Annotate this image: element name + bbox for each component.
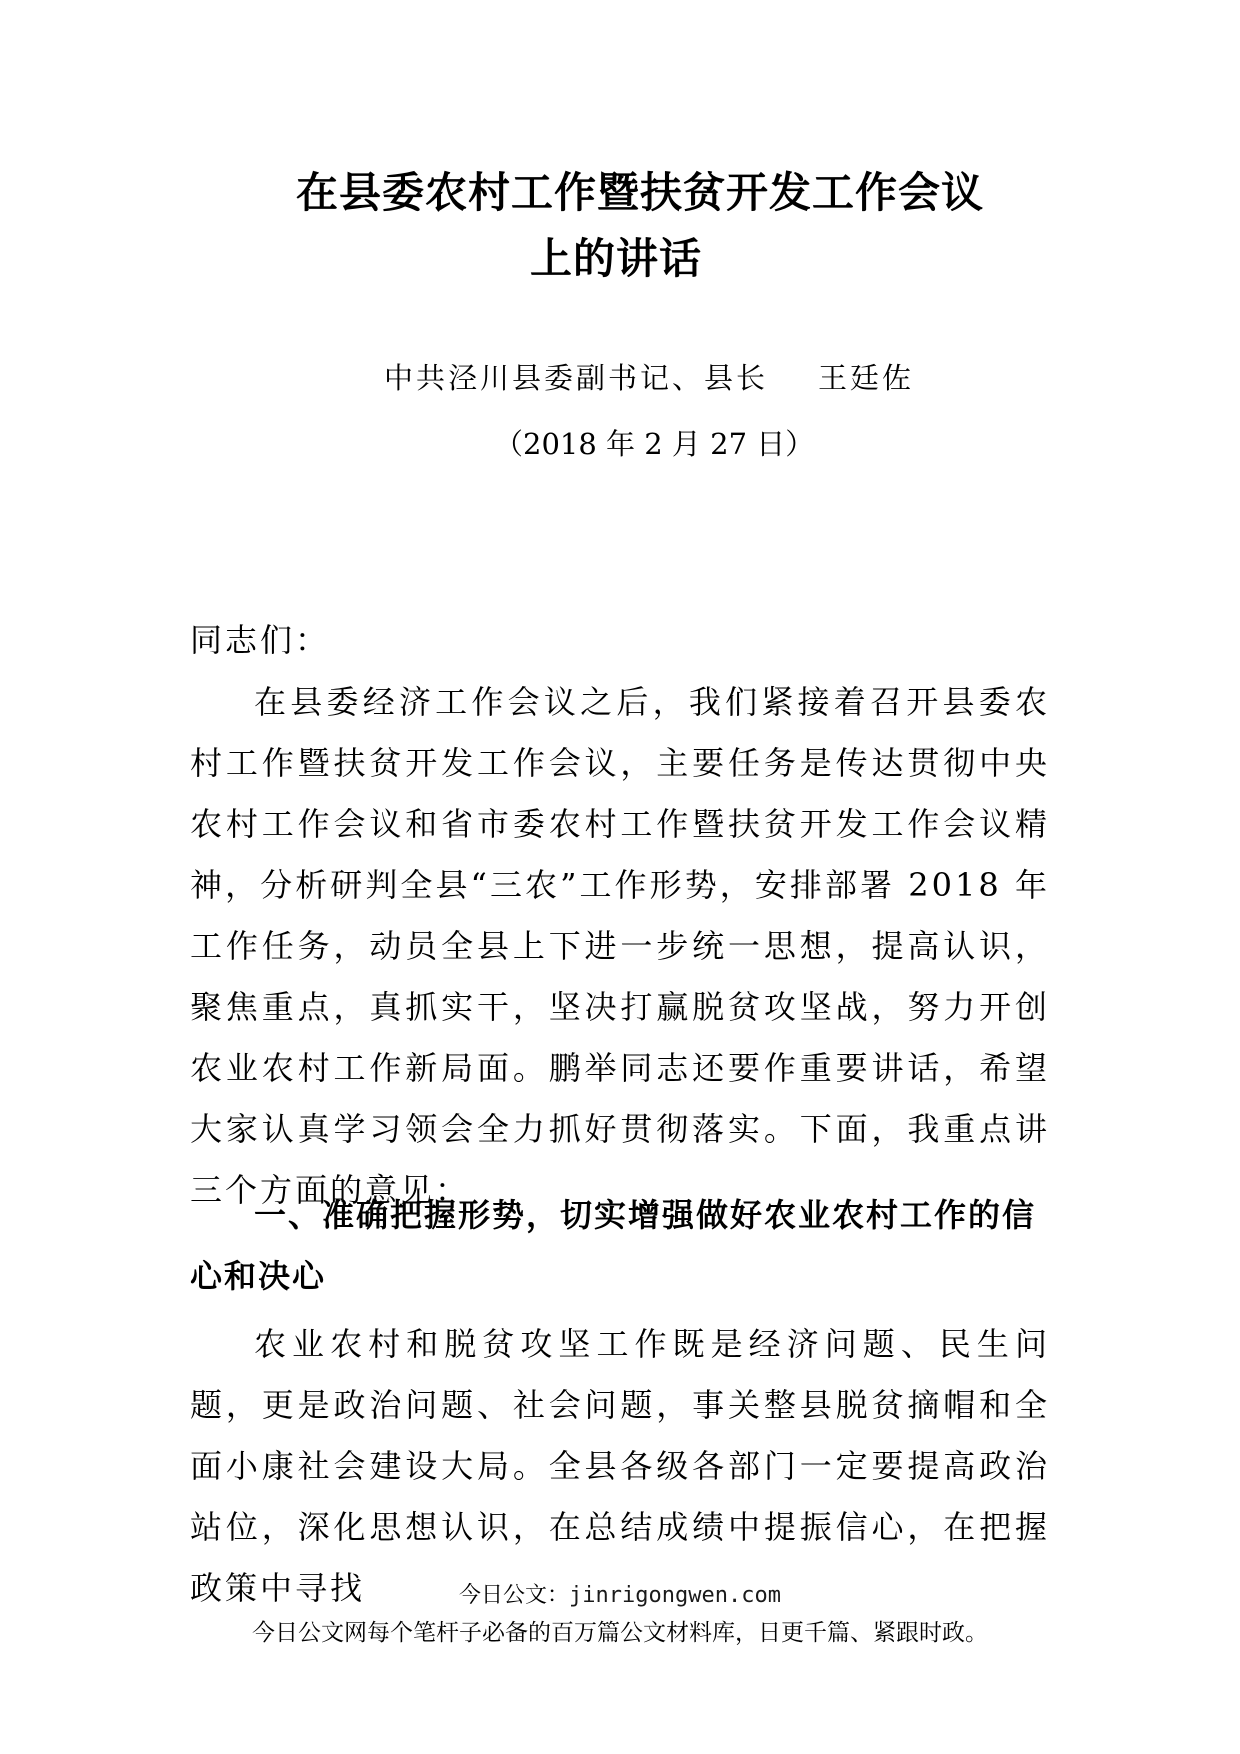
author-role: 中共泾川县委副书记、县长 xyxy=(384,361,769,395)
paragraph-section1: 农业农村和脱贫攻坚工作既是经济问题、民生问题，更是政治问题、社会问题，事关整县脱贫摘帽和全面小康社会建设大局。全县各级各部门一定要提高政治站位，深化思想认识，在总结成绩中提振信心，在把握政策中寻找 xyxy=(190,1325,1050,1607)
footer-site xyxy=(0,1578,1240,1609)
author-name: 王廷佐 xyxy=(818,361,915,395)
author-line xyxy=(384,356,914,397)
salutation: 同志们： xyxy=(190,621,331,659)
speech-date: （2018 年 2 月 27 日） xyxy=(494,427,815,461)
footer-slogan: 今日公文网每个笔杆子必备的百万篇公文材料库，日更千篇、紧跟时政。 xyxy=(252,1620,988,1646)
document-title-line1: 在县委农村工作暨扶贫开发工作会议 xyxy=(296,168,985,217)
footer-site-label: 今日公文： xyxy=(459,1583,570,1608)
section-heading-1: 一、准确把握形势，切实增强做好农业农村工作的信心和决心 xyxy=(190,1196,1037,1295)
footer-site-url[interactable]: jinrigongwen.com xyxy=(569,1583,781,1608)
paragraph-intro: 在县委经济工作会议之后，我们紧接着召开县委农村工作暨扶贫开发工作会议，主要任务是传达贯彻中央农村工作会议和省市委农村工作暨扶贫开发工作会议精神，分析研判全县“三农”工作形势，安排部署 2018 年工作任务，动员全县上下进一步统一思想，提高认识，聚焦重点，真抓实干，坚决打赢脱贫攻坚战，努力开创农业农村工作新局面。鹏举同志还要作重要讲话，希望大家认真学习领会全力抓好贯彻落实。下面，我重点讲三个方面的意见： xyxy=(190,683,1050,1209)
document-title-line2: 上的讲话 xyxy=(530,234,703,283)
